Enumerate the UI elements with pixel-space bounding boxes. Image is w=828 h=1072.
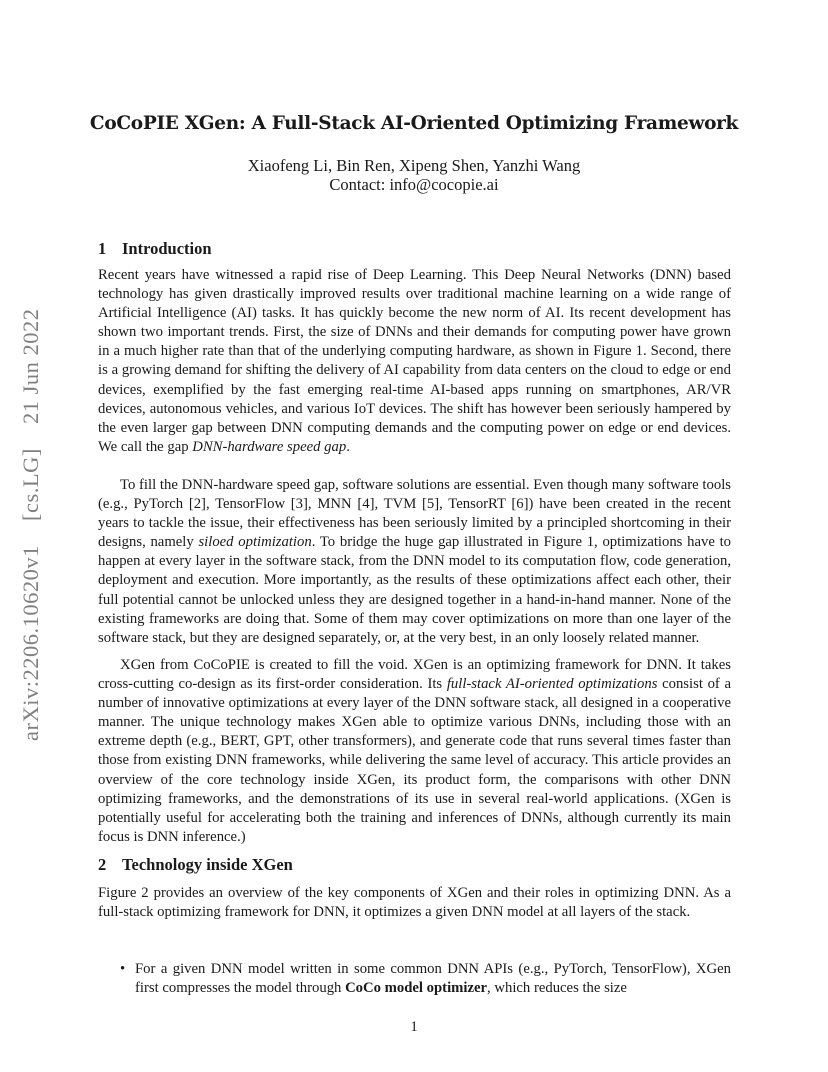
arxiv-date: 21 Jun 2022 — [18, 308, 43, 425]
section-2-heading — [98, 855, 293, 875]
author-names: Xiaofeng Li, Bin Ren, Xipeng Shen, Yanzhi Wang — [247, 156, 581, 175]
intro-paragraph-3: XGen from CoCoPIE is created to fill the void. XGen is an optimizing framework for DNN. It takes cross-cutting co-design as its first-order consideration. Its full-stack AI-oriented optimizations consist of a number of innovative optimizations at every layer of the DNN software stack, all designed in a cooperative manner. The unique technology makes XGen able to optimize various DNNs, including those with an extreme depth (e.g., BERT, GPT, other transformers), and generate code that runs several times faster than those from existing DNN frameworks, while delivering the same level of accuracy. This article provides an overview of the core technology inside XGen, its product form, the comparisons with other DNN optimizing frameworks, and the demonstrations of its use in several real-world applications. (XGen is potentially useful for accelerating both the training and inferences of DNNs, although currently its main focus is DNN inference.) — [98, 657, 731, 845]
section-2-paragraph-1: Figure 2 provides an overview of the key components of XGen and their roles in optimizing DNN. As a full-stack optimizing framework for DNN, it optimizes a given DNN model at all layers of the stack. — [98, 885, 731, 921]
section-1-heading — [98, 239, 212, 259]
section-title: Introduction — [122, 239, 212, 258]
bold-term: CoCo model optimizer — [345, 980, 488, 997]
bullet-marker: • — [120, 961, 126, 977]
section-number: 1 — [98, 239, 107, 258]
intro-paragraph-1: Recent years have witnessed a rapid rise of Deep Learning. This Deep Neural Networks (DNN) based technology has given drastically improved results over traditional machine learning on a wide range of Artificial Intelligence (AI) tasks. It has quickly become the new norm of AI. Its recent development has shown two important trends. First, the size of DNNs and their demands for computing power have grown in a much higher rate than that of the underlying computing hardware, as shown in Figure 1. Second, there is a growing demand for shifting the delivery of AI capability from data centers on the cloud to edge or end devices, exemplified by the fast emerging real-time AI-based apps running on smartphones, AR/VR devices, autonomous vehicles, and various IoT devices. The shift has however been seriously hampered by the even larger gap between DNN computing demands and the computing power on edge or end devices. We call the gap DNN-hardware speed gap. — [98, 267, 731, 455]
arxiv-side-stamp — [18, 290, 62, 760]
intro-paragraph-2: To fill the DNN-hardware speed gap, software solutions are essential. Even though many software tools (e.g., PyTorch [2], TensorFlow [3], MNN [4], TVM [5], TensorRT [6]) have been created in the recent years to tackle the issue, their effectiveness has been seriously limited by a principled shortcoming in their designs, namely siloed optimization. To bridge the huge gap illustrated in Figure 1, optimizations have to happen at every layer in the software stack, from the DNN model to its computation flow, code generation, deployment and execution. More importantly, as the results of these optimizations affect each other, their full potential cannot be unlocked unless they are designed together in a hand-in-hand manner. None of the existing frameworks are doing that. Some of them may cover optimizations on more than one layer of the software stack, but they are designed separately, or, at the very best, in an only loosely related manner. — [98, 477, 732, 646]
paper-title: CoCoPIE XGen: A Full-Stack AI-Oriented Optimizing Framework — [89, 113, 739, 134]
section-title: Technology inside XGen — [122, 855, 293, 874]
bullet-item-1: For a given DNN model written in some common DNN APIs (e.g., PyTorch, TensorFlow), XGen first compresses the model through CoCo model optimizer, which reduces the size — [135, 961, 731, 997]
arxiv-category: [cs.LG] — [18, 448, 43, 522]
section-number: 2 — [98, 855, 107, 874]
emphasis: DNN-hardware speed gap — [192, 438, 347, 455]
contact-line: Contact: info@cocopie.ai — [329, 175, 499, 194]
emphasis: siloed optimization — [198, 534, 312, 551]
arxiv-id: arXiv:2206.10620v1 — [18, 545, 43, 742]
author-block — [60, 156, 768, 194]
page-number: 1 — [410, 1019, 418, 1035]
emphasis: full-stack AI-oriented optimizations — [446, 676, 658, 693]
